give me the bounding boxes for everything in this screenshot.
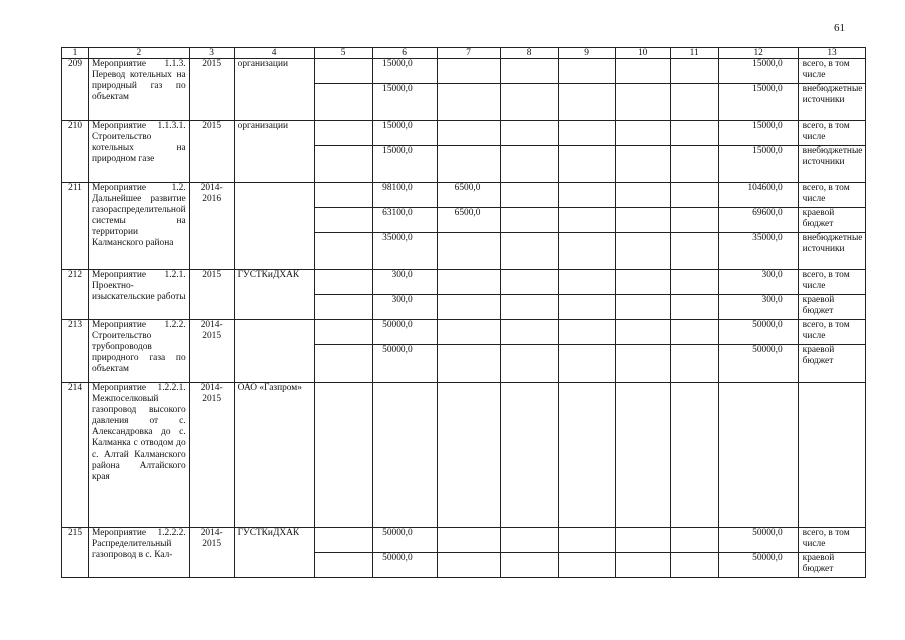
amount-total: 15000,0 (718, 84, 798, 121)
col9-cell (558, 59, 615, 84)
col9-cell (558, 183, 615, 208)
header-cell: 9 (558, 48, 615, 59)
executor-cell: ОАО «Газпром» (234, 383, 314, 528)
amount-total: 15000,0 (718, 59, 798, 84)
col11-cell (670, 295, 718, 320)
amount-col6: 15000,0 (372, 121, 437, 146)
col5-cell (314, 208, 372, 233)
funding-source: всего, в том числе (798, 528, 866, 553)
col11-cell (670, 208, 718, 233)
years-cell: 2015 (189, 59, 234, 121)
measure-description: Мероприятие 1.2.1. Проектно-изыскательские работы (89, 270, 190, 320)
amount-col6: 15000,0 (372, 59, 437, 84)
amount-col7 (437, 383, 500, 528)
col11-cell (670, 383, 718, 528)
header-cell: 3 (189, 48, 234, 59)
col10-cell (615, 208, 670, 233)
col5-cell (314, 295, 372, 320)
amount-total: 50000,0 (718, 528, 798, 553)
amount-col7 (437, 528, 500, 553)
funding-source: всего, в том числе (798, 183, 866, 208)
header-cell: 7 (437, 48, 500, 59)
col9-cell (558, 528, 615, 553)
col9-cell (558, 553, 615, 578)
measure-description: Мероприятие 1.2. Дальнейшее развитие газораспределительной системы на территории Калманского района (89, 183, 190, 270)
amount-col6: 50000,0 (372, 320, 437, 345)
amount-col6: 63100,0 (372, 208, 437, 233)
col10-cell (615, 383, 670, 528)
header-cell: 2 (89, 48, 190, 59)
amount-col6: 300,0 (372, 295, 437, 320)
header-cell: 5 (314, 48, 372, 59)
amount-col6 (372, 383, 437, 528)
col8-cell (500, 553, 558, 578)
amount-col7 (437, 59, 500, 84)
amount-col7: 6500,0 (437, 183, 500, 208)
col8-cell (500, 270, 558, 295)
col11-cell (670, 84, 718, 121)
amount-total: 50000,0 (718, 553, 798, 578)
funding-source: всего, в том числе (798, 121, 866, 146)
col8-cell (500, 59, 558, 84)
amount-col6: 50000,0 (372, 345, 437, 383)
col11-cell (670, 183, 718, 208)
amount-col6: 15000,0 (372, 146, 437, 183)
amount-total (718, 383, 798, 528)
years-cell: 2014-2016 (189, 183, 234, 270)
col10-cell (615, 121, 670, 146)
amount-total: 15000,0 (718, 121, 798, 146)
amount-col7 (437, 233, 500, 270)
amount-total: 50000,0 (718, 320, 798, 345)
budget-table (61, 47, 866, 578)
amount-total: 300,0 (718, 270, 798, 295)
executor-cell: ГУСТКиДХАК (234, 528, 314, 578)
header-cell: 6 (372, 48, 437, 59)
funding-source (798, 383, 866, 528)
executor-cell (234, 320, 314, 383)
col11-cell (670, 320, 718, 345)
col8-cell (500, 528, 558, 553)
col8-cell (500, 295, 558, 320)
col5-cell (314, 183, 372, 208)
amount-col7 (437, 270, 500, 295)
years-cell: 2015 (189, 121, 234, 183)
amount-col7 (437, 345, 500, 383)
col8-cell (500, 345, 558, 383)
col8-cell (500, 208, 558, 233)
amount-total: 69600,0 (718, 208, 798, 233)
row-number: 210 (62, 121, 89, 183)
header-cell: 11 (670, 48, 718, 59)
row-number: 215 (62, 528, 89, 578)
col10-cell (615, 553, 670, 578)
col8-cell (500, 320, 558, 345)
amount-col7 (437, 320, 500, 345)
table-row (62, 270, 866, 295)
header-cell: 10 (615, 48, 670, 59)
header-cell: 1 (62, 48, 89, 59)
col10-cell (615, 528, 670, 553)
col11-cell (670, 270, 718, 295)
col9-cell (558, 208, 615, 233)
table-row (62, 320, 866, 345)
col11-cell (670, 528, 718, 553)
col5-cell (314, 121, 372, 146)
col9-cell (558, 146, 615, 183)
col5-cell (314, 233, 372, 270)
col5-cell (314, 320, 372, 345)
executor-cell: организации (234, 59, 314, 121)
amount-total: 50000,0 (718, 345, 798, 383)
amount-col6: 98100,0 (372, 183, 437, 208)
col9-cell (558, 121, 615, 146)
executor-cell (234, 183, 314, 270)
amount-col6: 300,0 (372, 270, 437, 295)
col9-cell (558, 233, 615, 270)
col5-cell (314, 553, 372, 578)
col9-cell (558, 320, 615, 345)
col11-cell (670, 553, 718, 578)
col10-cell (615, 295, 670, 320)
table-row (62, 121, 866, 146)
amount-total: 15000,0 (718, 146, 798, 183)
header-row (62, 48, 866, 59)
funding-source: краевой бюджет (798, 345, 866, 383)
amount-col7 (437, 295, 500, 320)
col5-cell (314, 383, 372, 528)
row-number: 213 (62, 320, 89, 383)
amount-col6: 35000,0 (372, 233, 437, 270)
col9-cell (558, 270, 615, 295)
amount-total: 35000,0 (718, 233, 798, 270)
col8-cell (500, 183, 558, 208)
funding-source: внебюджетные источники (798, 146, 866, 183)
col5-cell (314, 59, 372, 84)
amount-col7 (437, 121, 500, 146)
years-cell: 2014-2015 (189, 320, 234, 383)
header-cell: 8 (500, 48, 558, 59)
col11-cell (670, 59, 718, 84)
col10-cell (615, 233, 670, 270)
col10-cell (615, 320, 670, 345)
funding-source: всего, в том числе (798, 270, 866, 295)
header-cell: 12 (718, 48, 798, 59)
header-cell: 13 (798, 48, 866, 59)
amount-col7 (437, 553, 500, 578)
amount-col6: 50000,0 (372, 528, 437, 553)
col5-cell (314, 270, 372, 295)
funding-source: краевой бюджет (798, 208, 866, 233)
table-row (62, 528, 866, 553)
measure-description: Мероприятие 1.2.2.2. Распределительный газопровод в с. Кал- (89, 528, 190, 578)
table-row (62, 183, 866, 208)
years-cell: 2014-2015 (189, 383, 234, 528)
col8-cell (500, 84, 558, 121)
col11-cell (670, 345, 718, 383)
col8-cell (500, 146, 558, 183)
col8-cell (500, 121, 558, 146)
col8-cell (500, 383, 558, 528)
years-cell: 2015 (189, 270, 234, 320)
col9-cell (558, 295, 615, 320)
funding-source: краевой бюджет (798, 295, 866, 320)
col10-cell (615, 59, 670, 84)
amount-total: 104600,0 (718, 183, 798, 208)
col5-cell (314, 146, 372, 183)
measure-description: Мероприятие 1.1.3. Перевод котельных на природный газ по объектам (89, 59, 190, 121)
amount-col6: 15000,0 (372, 84, 437, 121)
funding-source: всего, в том числе (798, 59, 866, 84)
table-row (62, 59, 866, 84)
measure-description: Мероприятие 1.1.3.1. Строительство котельных на природном газе (89, 121, 190, 183)
col9-cell (558, 84, 615, 121)
measure-description: Мероприятие 1.2.2. Строительство трубопроводов природного газа по объектам (89, 320, 190, 383)
funding-source: внебюджетные источники (798, 233, 866, 270)
row-number: 212 (62, 270, 89, 320)
col11-cell (670, 146, 718, 183)
col11-cell (670, 121, 718, 146)
header-cell: 4 (234, 48, 314, 59)
col10-cell (615, 345, 670, 383)
row-number: 214 (62, 383, 89, 528)
col10-cell (615, 270, 670, 295)
amount-col7 (437, 84, 500, 121)
funding-source: внебюджетные источники (798, 84, 866, 121)
table-row (62, 383, 866, 528)
row-number: 209 (62, 59, 89, 121)
years-cell: 2014-2015 (189, 528, 234, 578)
executor-cell: организации (234, 121, 314, 183)
executor-cell: ГУСТКиДХАК (234, 270, 314, 320)
row-number: 211 (62, 183, 89, 270)
table-body (62, 48, 866, 578)
col10-cell (615, 84, 670, 121)
col10-cell (615, 146, 670, 183)
page-number: 61 (834, 22, 845, 34)
col5-cell (314, 528, 372, 553)
amount-col7 (437, 146, 500, 183)
col8-cell (500, 233, 558, 270)
measure-description: Мероприятие 1.2.2.1. Межпоселковый газопровод высокого давления от с. Александровка до с. Калманка с отводом до с. Алтай Калманского района Алтайского края (89, 383, 190, 528)
col9-cell (558, 383, 615, 528)
funding-source: краевой бюджет (798, 553, 866, 578)
funding-source: всего, в том числе (798, 320, 866, 345)
col10-cell (615, 183, 670, 208)
amount-col7: 6500,0 (437, 208, 500, 233)
amount-total: 300,0 (718, 295, 798, 320)
col5-cell (314, 345, 372, 383)
amount-col6: 50000,0 (372, 553, 437, 578)
col9-cell (558, 345, 615, 383)
col5-cell (314, 84, 372, 121)
col11-cell (670, 233, 718, 270)
